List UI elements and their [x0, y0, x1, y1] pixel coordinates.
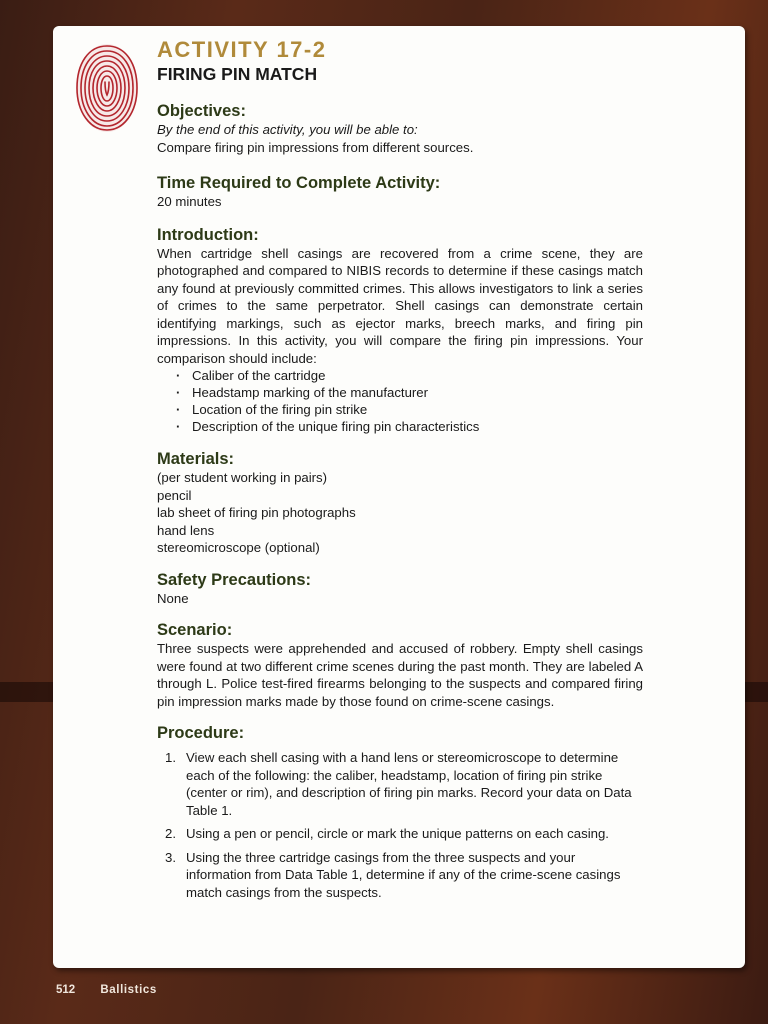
step-number: 3. — [165, 849, 176, 865]
time-required-heading: Time Required to Complete Activity: — [157, 174, 441, 192]
time-required-section — [157, 173, 643, 211]
list-item: · Description of the unique firing pin characteristics — [176, 418, 643, 435]
scenario-heading: Scenario: — [157, 621, 233, 639]
comparison-list — [157, 367, 643, 435]
objectives-heading: Objectives: — [157, 102, 246, 120]
fingerprint-icon — [74, 42, 140, 134]
materials-item: stereomicroscope (optional) — [157, 540, 320, 555]
safety-value: None — [157, 590, 189, 606]
objectives-lead: By the end of this activity, you will be able to: — [157, 122, 418, 137]
introduction-paragraph: When cartridge shell casings are recovered from a crime scene, they are photographed and compared to NIBIS records to determine if these casings match any found at previously committed crimes. This allows investigators to link a series of crimes to the same perpetrator. Shell casings can demonstrate certain identifying markings, such as ejector marks, breech marks, and firing pin impressions. In this activity, you will compare the firing pin impressions. Your comparison should include: — [157, 245, 643, 366]
materials-item: lab sheet of firing pin photographs — [157, 505, 356, 520]
scenario-paragraph: Three suspects were apprehended and accused of robbery. Empty shell casings were found at two different crime scenes during the past month. They are labeled A through L. Police test-fired firearms belonging to the suspects and compared firing pin impression marks made by those found on crime-scene casings. — [157, 641, 643, 709]
procedure-step — [157, 849, 643, 902]
materials-section — [157, 449, 643, 557]
procedure-step — [157, 749, 643, 819]
procedure-steps — [157, 749, 643, 901]
activity-content — [157, 38, 643, 901]
introduction-heading: Introduction: — [157, 225, 259, 244]
materials-heading: Materials: — [157, 450, 235, 468]
page-footer — [56, 984, 157, 996]
safety-section — [157, 570, 643, 608]
objectives-section — [157, 101, 643, 156]
time-required-value: 20 minutes — [157, 194, 222, 209]
step-number: 2. — [165, 826, 176, 841]
procedure-heading: Procedure: — [157, 724, 245, 742]
materials-item: (per student working in pairs) — [157, 470, 328, 485]
step-text: View each shell casing with a hand lens or stereomicroscope to determine each of the following: the caliber, headstamp, location of firing pin strike (center or rim), and description of firing pin marks. Record your data on Data Table 1. — [186, 750, 632, 818]
procedure-section — [157, 723, 643, 901]
step-number: 1. — [165, 750, 176, 765]
introduction-section — [157, 225, 643, 436]
list-item: · Caliber of the cartridge — [176, 367, 643, 384]
objectives-text: Compare firing pin impressions from different sources. — [157, 139, 474, 155]
procedure-step — [157, 825, 643, 843]
page-number: 512 — [56, 984, 76, 996]
materials-item: hand lens — [157, 522, 215, 538]
materials-item: pencil — [157, 487, 192, 503]
step-text: Using the three cartridge casings from the three suspects and your information from Data Table 1, determine if any of the crime-scene casings match casings from the suspects. — [186, 849, 621, 900]
activity-number: ACTIVITY 17-2 — [157, 37, 327, 62]
scenario-section — [157, 620, 643, 710]
safety-heading: Safety Precautions: — [157, 570, 312, 589]
list-item: · Location of the firing pin strike — [176, 401, 643, 418]
chapter-name: Ballistics — [100, 984, 157, 996]
list-item: · Headstamp marking of the manufacturer — [176, 384, 643, 401]
step-text: Using a pen or pencil, circle or mark the unique patterns on each casing. — [186, 826, 609, 841]
activity-title: FIRING PIN MATCH — [157, 64, 318, 84]
